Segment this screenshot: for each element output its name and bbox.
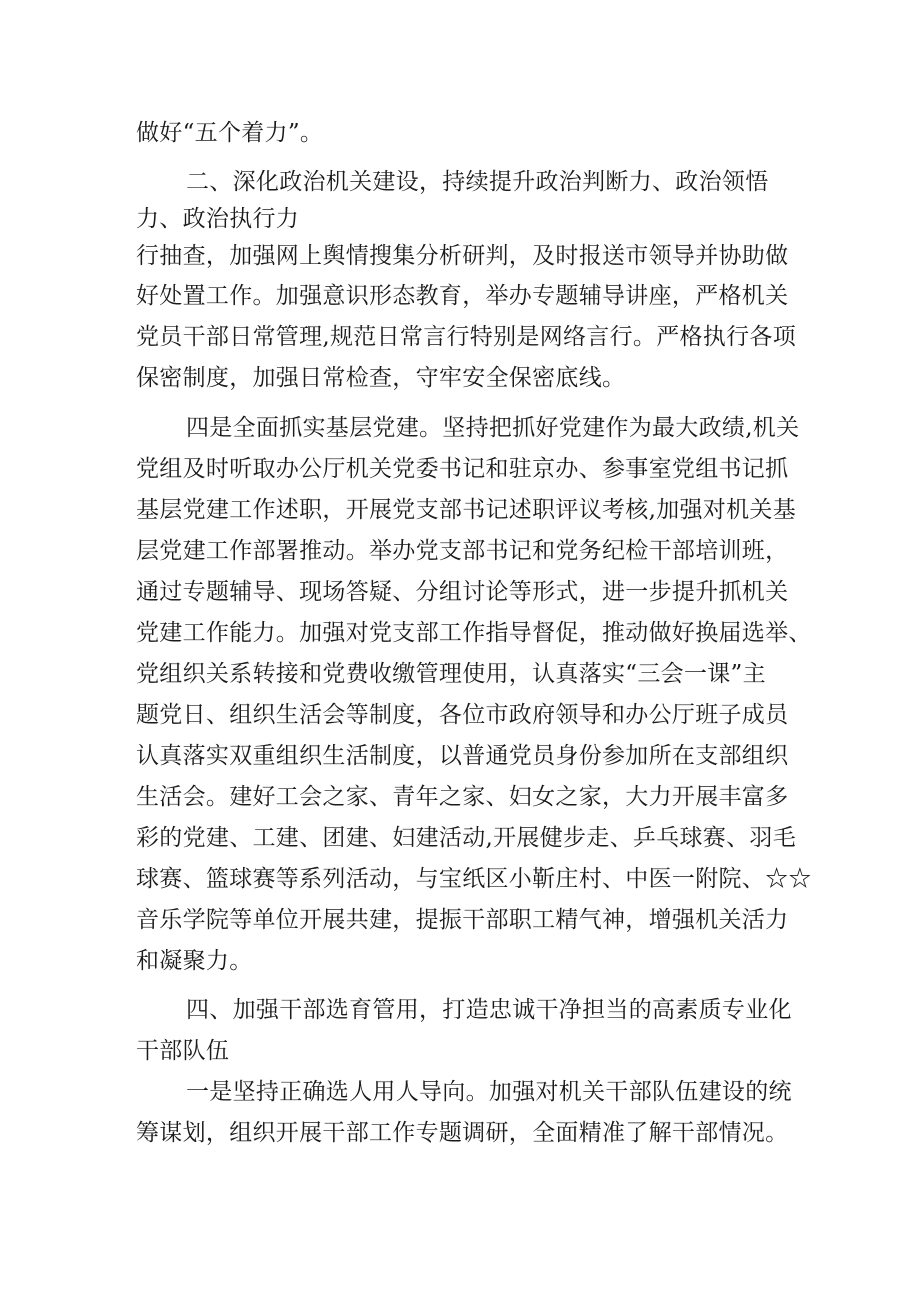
text-line: 做好“五个着力”。 bbox=[136, 120, 324, 146]
text-line: 和凝聚力。 bbox=[136, 948, 253, 974]
text-line: 题党日、组织生活会等制度，各位市政府领导和办公厅班子成员 bbox=[136, 702, 789, 728]
section-heading: 二、深化政治机关建设，持续提升政治判断力、政治领悟 bbox=[186, 169, 769, 195]
text-line: 通过专题辅导、现场答疑、分组讨论等形式，进一步提升抓机关 bbox=[136, 579, 789, 605]
text-line: 筹谋划，组织开展干部工作专题调研，全面精准了解干部情况。 bbox=[136, 1120, 789, 1146]
text-line: 生活会。建好工会之家、青年之家、妇女之家，大力开展丰富多 bbox=[136, 784, 789, 810]
text-line: 球赛、篮球赛等系列活动，与宝纸区小靳庄村、中医一附院、☆☆ bbox=[136, 866, 812, 892]
text-line: 党建工作能力。加强对党支部工作指导督促，推动做好换届选举、 bbox=[136, 620, 812, 646]
section-heading: 四、加强干部选育管用，打造忠诚干净担当的高素质专业化 bbox=[186, 997, 792, 1023]
text-line: 层党建工作部署推动。举办党支部书记和党务纪检干部培训班， bbox=[136, 538, 789, 564]
text-line: 党员干部日常管理,规范日常言行特别是网络言行。严格执行各项 bbox=[136, 324, 797, 350]
paragraph-start: 四是全面抓实基层党建。坚持把抓好党建作为最大政绩,机关 bbox=[186, 415, 800, 441]
section-heading-continued: 力、政治执行力 bbox=[136, 206, 300, 232]
text-line: 彩的党建、工建、团建、妇建活动,开展健步走、乒乓球赛、羽毛 bbox=[136, 825, 797, 851]
text-line: 音乐学院等单位开展共建，提振干部职工精气神，增强机关活力 bbox=[136, 907, 789, 933]
section-heading-continued: 干部队伍 bbox=[136, 1038, 230, 1064]
text-line: 党组及时听取办公厅机关党委书记和驻京办、参事室党组书记抓 bbox=[136, 456, 789, 482]
text-line: 好处置工作。加强意识形态教育，举办专题辅导讲座，严格机关 bbox=[136, 283, 789, 309]
text-line: 党组织关系转接和党费收缴管理使用，认真落实“三会一课”主 bbox=[136, 661, 766, 687]
paragraph-start: 一是坚持正确选人用人导向。加强对机关干部队伍建设的统 bbox=[186, 1079, 792, 1105]
text-line: 保密制度，加强日常检查，守牢安全保密底线。 bbox=[136, 365, 626, 391]
text-line: 基层党建工作述职，开展党支部书记述职评议考核,加强对机关基 bbox=[136, 497, 797, 523]
text-line: 行抽查，加强网上舆情搜集分析研判，及时报送市领导并协助做 bbox=[136, 243, 789, 269]
text-line: 认真落实双重组织生活制度，以普通党员身份参加所在支部组织 bbox=[136, 743, 789, 769]
